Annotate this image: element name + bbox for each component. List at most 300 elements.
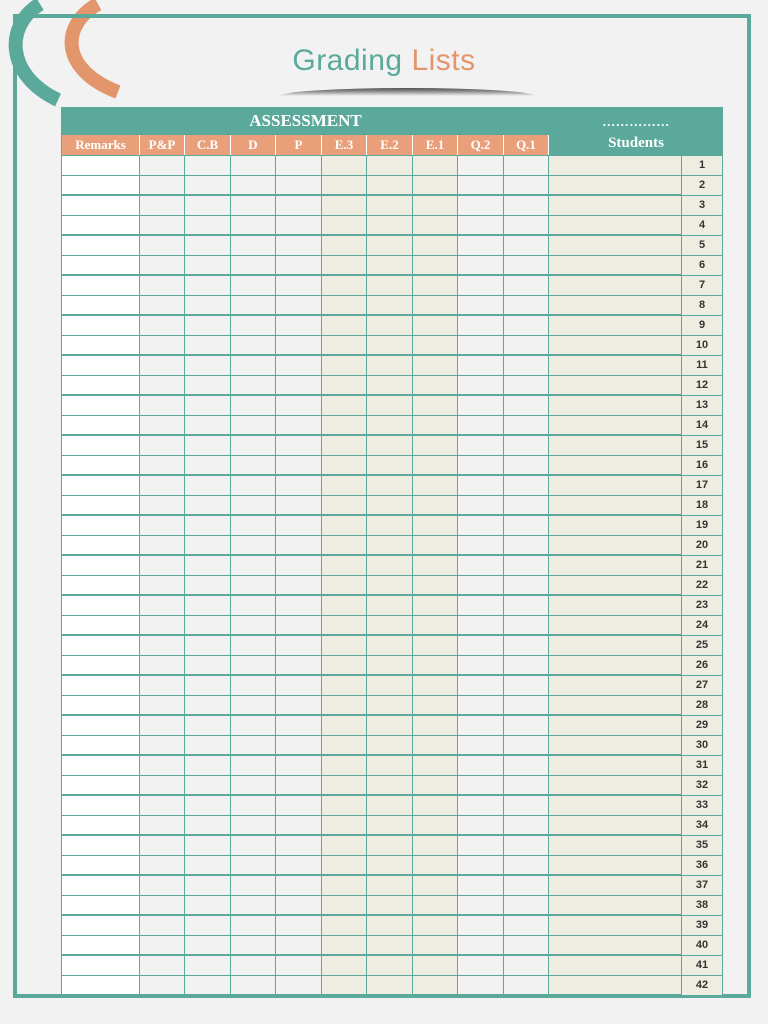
grade-cell[interactable] bbox=[413, 176, 458, 196]
grade-cell[interactable] bbox=[367, 676, 413, 696]
grade-cell[interactable] bbox=[322, 896, 367, 916]
grade-cell[interactable] bbox=[231, 776, 276, 796]
grade-cell[interactable] bbox=[504, 736, 549, 756]
grade-cell[interactable] bbox=[140, 596, 185, 616]
grade-cell[interactable] bbox=[367, 756, 413, 776]
grade-cell[interactable] bbox=[140, 736, 185, 756]
grade-cell[interactable] bbox=[413, 236, 458, 256]
grade-cell[interactable] bbox=[367, 876, 413, 896]
grade-cell[interactable] bbox=[140, 296, 185, 316]
grade-cell[interactable] bbox=[140, 616, 185, 636]
student-name-cell[interactable] bbox=[549, 156, 682, 176]
grade-cell[interactable] bbox=[413, 956, 458, 976]
grade-cell[interactable] bbox=[367, 796, 413, 816]
grade-cell[interactable] bbox=[231, 736, 276, 756]
grade-cell[interactable] bbox=[413, 696, 458, 716]
grade-cell[interactable] bbox=[231, 936, 276, 956]
grade-cell[interactable] bbox=[367, 376, 413, 396]
grade-cell[interactable] bbox=[322, 576, 367, 596]
grade-cell[interactable] bbox=[276, 796, 322, 816]
grade-cell[interactable] bbox=[413, 336, 458, 356]
grade-cell[interactable] bbox=[231, 696, 276, 716]
grade-cell[interactable] bbox=[367, 636, 413, 656]
student-name-cell[interactable] bbox=[549, 856, 682, 876]
grade-cell[interactable] bbox=[276, 556, 322, 576]
grade-cell[interactable] bbox=[458, 156, 504, 176]
grade-cell[interactable] bbox=[413, 356, 458, 376]
student-name-cell[interactable] bbox=[549, 956, 682, 976]
remarks-cell[interactable] bbox=[62, 356, 140, 376]
grade-cell[interactable] bbox=[504, 416, 549, 436]
grade-cell[interactable] bbox=[367, 696, 413, 716]
grade-cell[interactable] bbox=[413, 296, 458, 316]
grade-cell[interactable] bbox=[322, 776, 367, 796]
grade-cell[interactable] bbox=[140, 636, 185, 656]
grade-cell[interactable] bbox=[504, 316, 549, 336]
grade-cell[interactable] bbox=[231, 916, 276, 936]
grade-cell[interactable] bbox=[231, 196, 276, 216]
grade-cell[interactable] bbox=[185, 156, 231, 176]
grade-cell[interactable] bbox=[322, 336, 367, 356]
remarks-cell[interactable] bbox=[62, 756, 140, 776]
remarks-cell[interactable] bbox=[62, 256, 140, 276]
student-name-cell[interactable] bbox=[549, 816, 682, 836]
grade-cell[interactable] bbox=[322, 456, 367, 476]
grade-cell[interactable] bbox=[413, 876, 458, 896]
grade-cell[interactable] bbox=[185, 976, 231, 996]
remarks-cell[interactable] bbox=[62, 536, 140, 556]
grade-cell[interactable] bbox=[140, 756, 185, 776]
grade-cell[interactable] bbox=[185, 316, 231, 336]
grade-cell[interactable] bbox=[322, 716, 367, 736]
grade-cell[interactable] bbox=[231, 976, 276, 996]
grade-cell[interactable] bbox=[231, 756, 276, 776]
grade-cell[interactable] bbox=[504, 756, 549, 776]
grade-cell[interactable] bbox=[185, 356, 231, 376]
student-name-cell[interactable] bbox=[549, 476, 682, 496]
grade-cell[interactable] bbox=[322, 236, 367, 256]
grade-cell[interactable] bbox=[276, 856, 322, 876]
grade-cell[interactable] bbox=[413, 476, 458, 496]
grade-cell[interactable] bbox=[367, 276, 413, 296]
grade-cell[interactable] bbox=[276, 376, 322, 396]
grade-cell[interactable] bbox=[140, 256, 185, 276]
grade-cell[interactable] bbox=[504, 716, 549, 736]
grade-cell[interactable] bbox=[276, 496, 322, 516]
grade-cell[interactable] bbox=[504, 336, 549, 356]
grade-cell[interactable] bbox=[276, 896, 322, 916]
grade-cell[interactable] bbox=[231, 796, 276, 816]
grade-cell[interactable] bbox=[367, 816, 413, 836]
grade-cell[interactable] bbox=[367, 596, 413, 616]
remarks-cell[interactable] bbox=[62, 496, 140, 516]
grade-cell[interactable] bbox=[231, 576, 276, 596]
grade-cell[interactable] bbox=[185, 236, 231, 256]
student-name-cell[interactable] bbox=[549, 196, 682, 216]
grade-cell[interactable] bbox=[231, 556, 276, 576]
grade-cell[interactable] bbox=[322, 876, 367, 896]
grade-cell[interactable] bbox=[231, 596, 276, 616]
grade-cell[interactable] bbox=[458, 456, 504, 476]
grade-cell[interactable] bbox=[458, 816, 504, 836]
remarks-cell[interactable] bbox=[62, 236, 140, 256]
student-name-cell[interactable] bbox=[549, 756, 682, 776]
remarks-cell[interactable] bbox=[62, 976, 140, 996]
grade-cell[interactable] bbox=[185, 536, 231, 556]
grade-cell[interactable] bbox=[185, 756, 231, 776]
grade-cell[interactable] bbox=[140, 316, 185, 336]
student-name-cell[interactable] bbox=[549, 256, 682, 276]
grade-cell[interactable] bbox=[458, 336, 504, 356]
grade-cell[interactable] bbox=[185, 196, 231, 216]
student-name-cell[interactable] bbox=[549, 216, 682, 236]
grade-cell[interactable] bbox=[367, 736, 413, 756]
grade-cell[interactable] bbox=[140, 896, 185, 916]
grade-cell[interactable] bbox=[458, 756, 504, 776]
grade-cell[interactable] bbox=[458, 496, 504, 516]
grade-cell[interactable] bbox=[504, 976, 549, 996]
grade-cell[interactable] bbox=[458, 796, 504, 816]
grade-cell[interactable] bbox=[504, 496, 549, 516]
grade-cell[interactable] bbox=[322, 176, 367, 196]
grade-cell[interactable] bbox=[276, 216, 322, 236]
grade-cell[interactable] bbox=[413, 216, 458, 236]
grade-cell[interactable] bbox=[504, 176, 549, 196]
grade-cell[interactable] bbox=[231, 436, 276, 456]
remarks-cell[interactable] bbox=[62, 596, 140, 616]
grade-cell[interactable] bbox=[413, 816, 458, 836]
grade-cell[interactable] bbox=[322, 416, 367, 436]
grade-cell[interactable] bbox=[276, 876, 322, 896]
grade-cell[interactable] bbox=[413, 796, 458, 816]
student-name-cell[interactable] bbox=[549, 716, 682, 736]
student-name-cell[interactable] bbox=[549, 836, 682, 856]
grade-cell[interactable] bbox=[458, 436, 504, 456]
grade-cell[interactable] bbox=[276, 816, 322, 836]
student-name-cell[interactable] bbox=[549, 616, 682, 636]
grade-cell[interactable] bbox=[322, 636, 367, 656]
grade-cell[interactable] bbox=[185, 396, 231, 416]
remarks-cell[interactable] bbox=[62, 956, 140, 976]
grade-cell[interactable] bbox=[185, 296, 231, 316]
grade-cell[interactable] bbox=[458, 296, 504, 316]
grade-cell[interactable] bbox=[185, 576, 231, 596]
grade-cell[interactable] bbox=[413, 456, 458, 476]
remarks-cell[interactable] bbox=[62, 216, 140, 236]
grade-cell[interactable] bbox=[140, 796, 185, 816]
grade-cell[interactable] bbox=[458, 856, 504, 876]
grade-cell[interactable] bbox=[504, 556, 549, 576]
grade-cell[interactable] bbox=[413, 316, 458, 336]
grade-cell[interactable] bbox=[276, 836, 322, 856]
grade-cell[interactable] bbox=[276, 156, 322, 176]
grade-cell[interactable] bbox=[276, 916, 322, 936]
grade-cell[interactable] bbox=[140, 876, 185, 896]
grade-cell[interactable] bbox=[231, 836, 276, 856]
grade-cell[interactable] bbox=[276, 936, 322, 956]
grade-cell[interactable] bbox=[504, 376, 549, 396]
student-name-cell[interactable] bbox=[549, 496, 682, 516]
student-name-cell[interactable] bbox=[549, 736, 682, 756]
grade-cell[interactable] bbox=[231, 516, 276, 536]
grade-cell[interactable] bbox=[504, 356, 549, 376]
grade-cell[interactable] bbox=[413, 496, 458, 516]
student-name-cell[interactable] bbox=[549, 656, 682, 676]
grade-cell[interactable] bbox=[140, 696, 185, 716]
grade-cell[interactable] bbox=[504, 476, 549, 496]
student-name-cell[interactable] bbox=[549, 936, 682, 956]
grade-cell[interactable] bbox=[231, 636, 276, 656]
student-name-cell[interactable] bbox=[549, 776, 682, 796]
grade-cell[interactable] bbox=[140, 976, 185, 996]
grade-cell[interactable] bbox=[322, 596, 367, 616]
grade-cell[interactable] bbox=[458, 176, 504, 196]
grade-cell[interactable] bbox=[367, 476, 413, 496]
grade-cell[interactable] bbox=[458, 576, 504, 596]
student-name-cell[interactable] bbox=[549, 596, 682, 616]
grade-cell[interactable] bbox=[504, 596, 549, 616]
grade-cell[interactable] bbox=[185, 816, 231, 836]
grade-cell[interactable] bbox=[322, 316, 367, 336]
grade-cell[interactable] bbox=[458, 936, 504, 956]
grade-cell[interactable] bbox=[185, 676, 231, 696]
grade-cell[interactable] bbox=[185, 256, 231, 276]
grade-cell[interactable] bbox=[231, 296, 276, 316]
grade-cell[interactable] bbox=[413, 536, 458, 556]
grade-cell[interactable] bbox=[367, 216, 413, 236]
grade-cell[interactable] bbox=[140, 196, 185, 216]
remarks-cell[interactable] bbox=[62, 176, 140, 196]
grade-cell[interactable] bbox=[367, 896, 413, 916]
grade-cell[interactable] bbox=[276, 976, 322, 996]
grade-cell[interactable] bbox=[504, 276, 549, 296]
grade-cell[interactable] bbox=[276, 316, 322, 336]
grade-cell[interactable] bbox=[322, 476, 367, 496]
grade-cell[interactable] bbox=[504, 776, 549, 796]
grade-cell[interactable] bbox=[367, 176, 413, 196]
grade-cell[interactable] bbox=[458, 476, 504, 496]
grade-cell[interactable] bbox=[276, 776, 322, 796]
grade-cell[interactable] bbox=[367, 396, 413, 416]
student-name-cell[interactable] bbox=[549, 336, 682, 356]
remarks-cell[interactable] bbox=[62, 796, 140, 816]
grade-cell[interactable] bbox=[413, 196, 458, 216]
grade-cell[interactable] bbox=[185, 836, 231, 856]
grade-cell[interactable] bbox=[458, 876, 504, 896]
grade-cell[interactable] bbox=[231, 616, 276, 636]
grade-cell[interactable] bbox=[367, 256, 413, 276]
grade-cell[interactable] bbox=[458, 776, 504, 796]
grade-cell[interactable] bbox=[458, 836, 504, 856]
grade-cell[interactable] bbox=[276, 436, 322, 456]
grade-cell[interactable] bbox=[413, 676, 458, 696]
grade-cell[interactable] bbox=[231, 276, 276, 296]
student-name-cell[interactable] bbox=[549, 316, 682, 336]
grade-cell[interactable] bbox=[504, 396, 549, 416]
grade-cell[interactable] bbox=[276, 696, 322, 716]
grade-cell[interactable] bbox=[276, 516, 322, 536]
student-name-cell[interactable] bbox=[549, 976, 682, 996]
grade-cell[interactable] bbox=[140, 416, 185, 436]
grade-cell[interactable] bbox=[322, 856, 367, 876]
grade-cell[interactable] bbox=[413, 836, 458, 856]
grade-cell[interactable] bbox=[458, 896, 504, 916]
grade-cell[interactable] bbox=[140, 356, 185, 376]
remarks-cell[interactable] bbox=[62, 196, 140, 216]
grade-cell[interactable] bbox=[276, 716, 322, 736]
grade-cell[interactable] bbox=[185, 456, 231, 476]
grade-cell[interactable] bbox=[276, 236, 322, 256]
grade-cell[interactable] bbox=[322, 796, 367, 816]
grade-cell[interactable] bbox=[140, 156, 185, 176]
grade-cell[interactable] bbox=[140, 276, 185, 296]
grade-cell[interactable] bbox=[231, 356, 276, 376]
student-name-cell[interactable] bbox=[549, 676, 682, 696]
grade-cell[interactable] bbox=[231, 856, 276, 876]
grade-cell[interactable] bbox=[367, 956, 413, 976]
grade-cell[interactable] bbox=[413, 556, 458, 576]
grade-cell[interactable] bbox=[413, 516, 458, 536]
grade-cell[interactable] bbox=[504, 956, 549, 976]
grade-cell[interactable] bbox=[322, 496, 367, 516]
grade-cell[interactable] bbox=[322, 676, 367, 696]
grade-cell[interactable] bbox=[504, 616, 549, 636]
grade-cell[interactable] bbox=[185, 636, 231, 656]
grade-cell[interactable] bbox=[185, 476, 231, 496]
grade-cell[interactable] bbox=[504, 536, 549, 556]
grade-cell[interactable] bbox=[140, 576, 185, 596]
grade-cell[interactable] bbox=[276, 576, 322, 596]
remarks-cell[interactable] bbox=[62, 616, 140, 636]
grade-cell[interactable] bbox=[322, 376, 367, 396]
grade-cell[interactable] bbox=[276, 196, 322, 216]
grade-cell[interactable] bbox=[140, 936, 185, 956]
grade-cell[interactable] bbox=[140, 536, 185, 556]
grade-cell[interactable] bbox=[185, 496, 231, 516]
grade-cell[interactable] bbox=[231, 896, 276, 916]
grade-cell[interactable] bbox=[504, 196, 549, 216]
grade-cell[interactable] bbox=[504, 456, 549, 476]
grade-cell[interactable] bbox=[367, 536, 413, 556]
grade-cell[interactable] bbox=[458, 916, 504, 936]
grade-cell[interactable] bbox=[413, 376, 458, 396]
grade-cell[interactable] bbox=[367, 616, 413, 636]
grade-cell[interactable] bbox=[413, 436, 458, 456]
grade-cell[interactable] bbox=[276, 416, 322, 436]
grade-cell[interactable] bbox=[458, 556, 504, 576]
grade-cell[interactable] bbox=[413, 976, 458, 996]
remarks-cell[interactable] bbox=[62, 556, 140, 576]
remarks-cell[interactable] bbox=[62, 476, 140, 496]
grade-cell[interactable] bbox=[231, 816, 276, 836]
grade-cell[interactable] bbox=[504, 696, 549, 716]
grade-cell[interactable] bbox=[413, 716, 458, 736]
grade-cell[interactable] bbox=[140, 916, 185, 936]
student-name-cell[interactable] bbox=[549, 416, 682, 436]
grade-cell[interactable] bbox=[185, 796, 231, 816]
grade-cell[interactable] bbox=[140, 836, 185, 856]
grade-cell[interactable] bbox=[504, 936, 549, 956]
remarks-cell[interactable] bbox=[62, 156, 140, 176]
grade-cell[interactable] bbox=[322, 196, 367, 216]
grade-cell[interactable] bbox=[504, 516, 549, 536]
grade-cell[interactable] bbox=[231, 416, 276, 436]
remarks-cell[interactable] bbox=[62, 876, 140, 896]
grade-cell[interactable] bbox=[504, 836, 549, 856]
grade-cell[interactable] bbox=[413, 396, 458, 416]
grade-cell[interactable] bbox=[458, 216, 504, 236]
grade-cell[interactable] bbox=[231, 656, 276, 676]
grade-cell[interactable] bbox=[231, 876, 276, 896]
grade-cell[interactable] bbox=[231, 716, 276, 736]
grade-cell[interactable] bbox=[231, 316, 276, 336]
grade-cell[interactable] bbox=[322, 736, 367, 756]
grade-cell[interactable] bbox=[322, 536, 367, 556]
grade-cell[interactable] bbox=[140, 776, 185, 796]
grade-cell[interactable] bbox=[413, 276, 458, 296]
grade-cell[interactable] bbox=[140, 496, 185, 516]
grade-cell[interactable] bbox=[413, 936, 458, 956]
grade-cell[interactable] bbox=[276, 336, 322, 356]
grade-cell[interactable] bbox=[367, 916, 413, 936]
grade-cell[interactable] bbox=[367, 936, 413, 956]
grade-cell[interactable] bbox=[458, 696, 504, 716]
grade-cell[interactable] bbox=[185, 556, 231, 576]
remarks-cell[interactable] bbox=[62, 936, 140, 956]
grade-cell[interactable] bbox=[276, 536, 322, 556]
grade-cell[interactable] bbox=[231, 176, 276, 196]
grade-cell[interactable] bbox=[413, 656, 458, 676]
grade-cell[interactable] bbox=[458, 316, 504, 336]
grade-cell[interactable] bbox=[322, 816, 367, 836]
grade-cell[interactable] bbox=[367, 336, 413, 356]
student-name-cell[interactable] bbox=[549, 356, 682, 376]
grade-cell[interactable] bbox=[231, 396, 276, 416]
grade-cell[interactable] bbox=[504, 916, 549, 936]
grade-cell[interactable] bbox=[322, 956, 367, 976]
remarks-cell[interactable] bbox=[62, 816, 140, 836]
grade-cell[interactable] bbox=[458, 416, 504, 436]
grade-cell[interactable] bbox=[322, 296, 367, 316]
grade-cell[interactable] bbox=[504, 156, 549, 176]
grade-cell[interactable] bbox=[231, 676, 276, 696]
remarks-cell[interactable] bbox=[62, 516, 140, 536]
grade-cell[interactable] bbox=[231, 156, 276, 176]
grade-cell[interactable] bbox=[504, 576, 549, 596]
grade-cell[interactable] bbox=[504, 296, 549, 316]
remarks-cell[interactable] bbox=[62, 636, 140, 656]
grade-cell[interactable] bbox=[367, 776, 413, 796]
grade-cell[interactable] bbox=[322, 556, 367, 576]
grade-cell[interactable] bbox=[322, 516, 367, 536]
grade-cell[interactable] bbox=[322, 916, 367, 936]
grade-cell[interactable] bbox=[413, 776, 458, 796]
grade-cell[interactable] bbox=[367, 976, 413, 996]
grade-cell[interactable] bbox=[322, 156, 367, 176]
grade-cell[interactable] bbox=[367, 856, 413, 876]
grade-cell[interactable] bbox=[276, 956, 322, 976]
grade-cell[interactable] bbox=[140, 956, 185, 976]
grade-cell[interactable] bbox=[185, 856, 231, 876]
student-name-cell[interactable] bbox=[549, 236, 682, 256]
grade-cell[interactable] bbox=[185, 656, 231, 676]
grade-cell[interactable] bbox=[185, 876, 231, 896]
grade-cell[interactable] bbox=[367, 496, 413, 516]
grade-cell[interactable] bbox=[504, 896, 549, 916]
grade-cell[interactable] bbox=[413, 576, 458, 596]
grade-cell[interactable] bbox=[185, 616, 231, 636]
grade-cell[interactable] bbox=[231, 496, 276, 516]
